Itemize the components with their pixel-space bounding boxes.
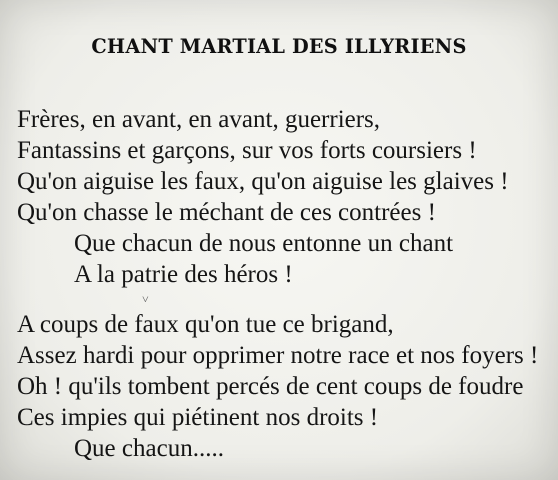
stanza2-line-1: A coups de faux qu'on tue ce brigand, <box>17 311 394 338</box>
stanza1-line-4: Qu'on chasse le méchant de ces contrées ! <box>17 199 436 226</box>
stanza2-line-2: Assez hardi pour opprimer notre race et nos foyers ! <box>17 342 539 369</box>
refrain-line-1: Que chacun de nous entonne un chant <box>74 230 454 257</box>
refrain-line-2: A la patrie des héros ! <box>74 261 293 288</box>
stanza1-line-1: Frères, en avant, en avant, guerriers, <box>17 106 381 133</box>
poem-title: CHANT MARTIAL DES ILLYRIENS <box>91 35 467 58</box>
stanza1-line-2: Fantassins et garçons, sur vos forts coursiers ! <box>17 137 477 164</box>
stray-mark: ˅ <box>142 292 149 306</box>
stanza2-line-4: Ces impies qui piétinent nos droits ! <box>17 404 379 431</box>
stanza1-line-3: Qu'on aiguise les faux, qu'on aiguise les glaives ! <box>17 168 509 195</box>
refrain-short-line: Que chacun..... <box>74 435 224 462</box>
stanza2-line-3: Oh ! qu'ils tombent percés de cent coups de foudre <box>17 373 524 400</box>
